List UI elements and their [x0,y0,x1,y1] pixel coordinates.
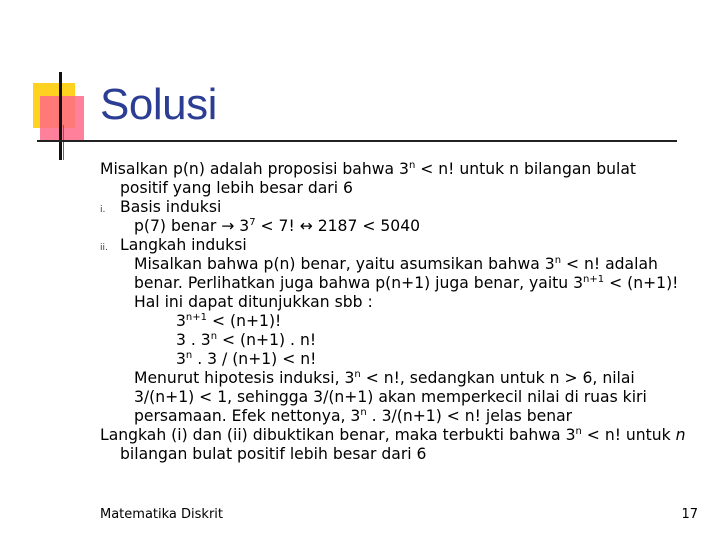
decor-vertical-line [59,72,62,160]
step-induction: ii. Langkah induksi [100,236,705,255]
equation-line: $3^{n+1} < (n+1)$! [176,312,282,330]
page-number: 17 [681,507,698,522]
body-line: positif yang lebih besar dari 6 [120,179,353,197]
footer-course-title: Matematika Diskrit [100,507,223,522]
slide-title: Solusi [100,80,217,129]
body-line: benar. Perlihatkan juga bahwa p(n+1) juga benar, yaitu $3^{n+1} < (n+1)$! [134,274,679,292]
decor-vertical-line-thin [63,125,64,160]
equation-line: 3$^n$ . 3 / (n+1) < n! [176,350,317,368]
list-marker: ii. [100,243,108,253]
conclusion-line: bilangan bulat positif lebih besar dari 6 [120,445,427,463]
title-underline [37,140,677,142]
equation-line: 3 . $3^n < (n+1)$ . n! [176,331,317,349]
body-line: Menurut hipotesis induksi, $3^n < n$!, sedangkan untuk n > 6, nilai [134,369,635,387]
list-marker: i. [100,205,106,215]
body-line: p(7) benar → $3^7 < 7$! ↔ 2187 < 5040 [134,217,421,235]
body-line: Misalkan p(n) adalah proposisi bahwa $3^n < n$! untuk n bilangan bulat [100,160,637,178]
step-basis: i. Basis induksi [100,198,705,217]
body-line: Hal ini dapat ditunjukkan sbb : [134,293,373,311]
body-line: persamaan. Efek nettonya, 3$^n$ . 3/(n+1) < n! jelas benar [134,407,573,425]
conclusion-line: Langkah (i) dan (ii) dibuktikan benar, maka terbukti bahwa $3^n < n$! untuk n [100,426,686,444]
body-line: 3/(n+1) < 1, sehingga 3/(n+1) akan memperkecil nilai di ruas kiri [134,388,647,406]
body-line: Misalkan bahwa p(n) benar, yaitu asumsikan bahwa $3^n < n$! adalah [134,255,658,273]
decor-pink-square [40,96,84,141]
slide-content [100,160,705,464]
